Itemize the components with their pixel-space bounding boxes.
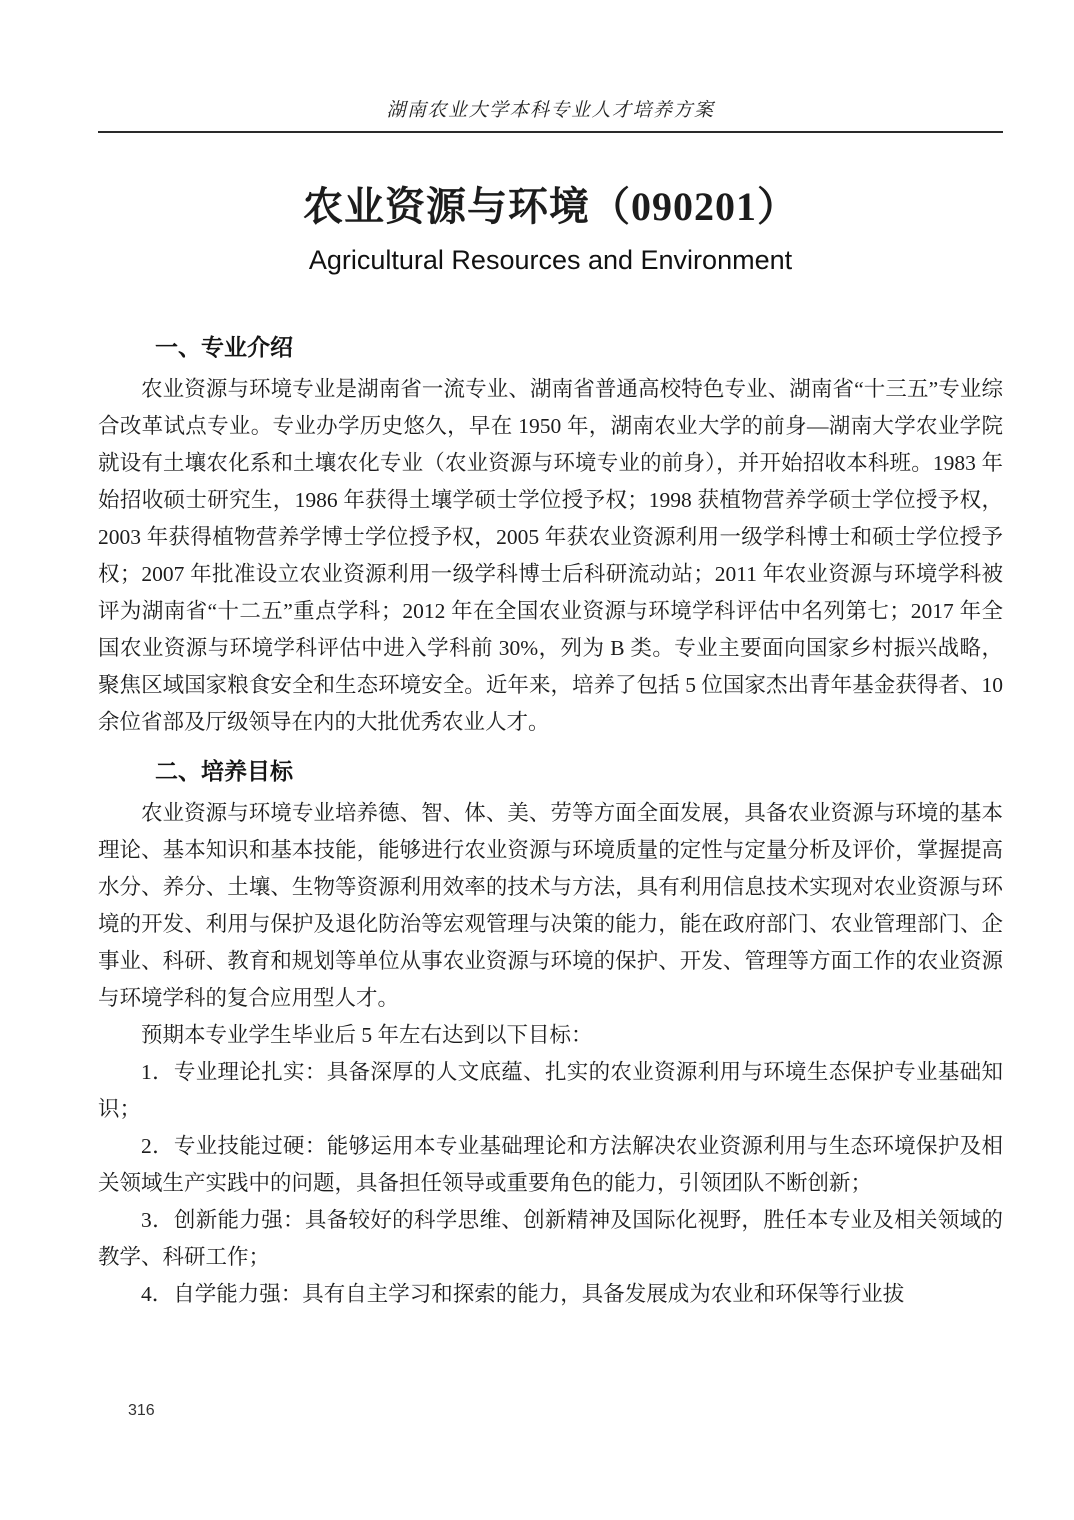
goal-item-2: 2．专业技能过硬：能够运用本专业基础理论和方法解决农业资源利用与生态环境保护及相关领域生产实践中的问题，具备担任领导或重要角色的能力，引领团队不断创新； [98, 1134, 1003, 1195]
page-number: 316 [128, 1402, 155, 1419]
goal-item-4: 4．自学能力强：具有自主学习和探索的能力，具备发展成为农业和环保等行业拔 [141, 1282, 905, 1306]
running-header: 湖南农业大学本科专业人才培养方案 [98, 95, 1003, 133]
page-title: 农业资源与环境（090201） [303, 184, 798, 229]
section-1-paragraph: 农业资源与环境专业是湖南省一流专业、湖南省普通高校特色专业、湖南省“十三五”专业综合改革试点专业。专业办学历史悠久，早在 1950 年，湖南农业大学的前身—湖南大学农业学院就设有土壤农化系和土壤农化专业（农业资源与环境专业的前身），并开始招收本科班。1983 年始招收硕士研究生，1986 年获得土壤学硕士学位授予权；1998 获植物营养学硕士学位授予权，2003 年获得植物营养学博士学位授予权，2005 年获农业资源利用一级学科博士和硕士学位授予权；2007 年批准设立农业资源利用一级学科博士后科研流动站；2011 年农业资源与环境学科被评为湖南省“十二五”重点学科；2012 年在全国农业资源与环境学科评估中名列第七；2017 年全国农业资源与环境学科评估中进入学科前 30%，列为 B 类。专业主要面向国家乡村振兴战略，聚焦区域国家粮食安全和生态环境安全。近年来，培养了包括 5 位国家杰出青年基金获得者、10 余位省部及厅级领导在内的大批优秀农业人才。 [98, 377, 1003, 734]
goals-list [98, 1054, 1003, 1313]
goal-item-3: 3．创新能力强：具备较好的科学思维、创新精神及国际化视野，胜任本专业及相关领域的教学、科研工作； [98, 1208, 1003, 1269]
section-2-paragraph-goals-intro: 预期本专业学生毕业后 5 年左右达到以下目标： [141, 1023, 593, 1047]
page-content [98, 95, 1003, 1313]
section-2-paragraph-overview: 农业资源与环境专业培养德、智、体、美、劳等方面全面发展，具备农业资源与环境的基本理论、基本知识和基本技能，能够进行农业资源与环境质量的定性与定量分析及评价，掌握提高水分、养分、土壤、生物等资源利用效率的技术与方法，具有利用信息技术实现对农业资源与环境的开发、利用与保护及退化防治等宏观管理与决策的能力，能在政府部门、农业管理部门、企事业、科研、教育和规划等单位从事农业资源与环境的保护、开发、管理等方面工作的农业资源与环境学科的复合应用型人才。 [98, 801, 1003, 1010]
page-subtitle-english: Agricultural Resources and Environment [308, 245, 793, 275]
section-2-heading: 二、培养目标 [155, 758, 293, 784]
section-1-heading: 一、专业介绍 [155, 334, 293, 360]
goal-item-1: 1．专业理论扎实：具备深厚的人文底蕴、扎实的农业资源利用与环境生态保护专业基础知识； [98, 1060, 1003, 1121]
